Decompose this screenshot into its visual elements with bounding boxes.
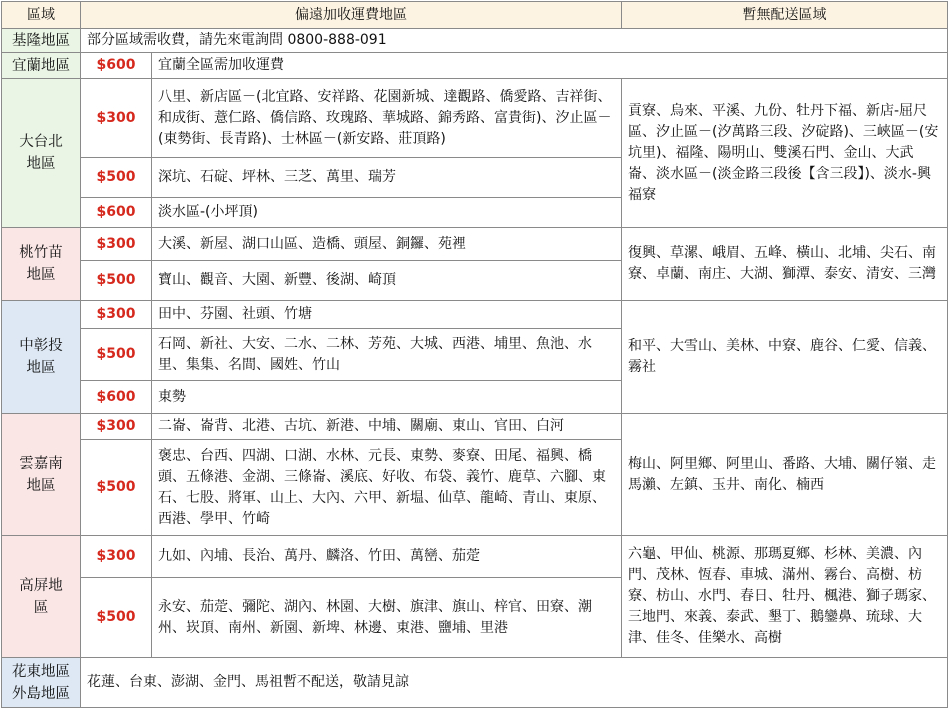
row-east: [2, 658, 948, 708]
price-kaoping-300: $300: [81, 536, 152, 578]
price-yilan: $600: [81, 53, 152, 79]
no-delivery-central: 和平、大雪山、美林、中寮、鹿谷、仁愛、信義、霧社: [622, 301, 948, 414]
areas-central-500: 石岡、新社、大安、二水、二林、芳苑、大城、西港、埔里、魚池、水里、集集、名間、國姓、竹山: [152, 329, 622, 381]
row-yilan: [2, 53, 948, 79]
keelung-note: 部分區域需收費，請先來電詢問 0800-888-091: [81, 29, 948, 53]
region-east: [2, 658, 81, 708]
region-taoyuan-label: 桃竹苗地區: [19, 245, 63, 283]
region-south: [2, 414, 81, 536]
no-delivery-kaoping: 六龜、甲仙、桃源、那瑪夏鄉、杉林、美濃、內門、茂林、恆春、車城、滿州、霧台、高樹、枋寮、枋山、水門、春日、牡丹、楓港、獅子瑪家、三地門、來義、泰武、墾丁、鵝鑾鼻、琉球、大津、佳冬、佳樂水、高樹: [622, 536, 948, 658]
region-keelung: 基隆地區: [2, 29, 81, 53]
header-no-delivery: 暫無配送區域: [622, 2, 948, 29]
header-region: 區域: [2, 2, 81, 29]
row-keelung: [2, 29, 948, 53]
header-row: [2, 2, 948, 29]
row-kaoping-300: [2, 536, 948, 578]
price-taoyuan-500: $500: [81, 261, 152, 301]
areas-taipei-600: 淡水區-(小坪頂): [152, 198, 622, 228]
areas-taipei-300: 八里、新店區－(北宜路、安祥路、花園新城、達觀路、僑愛路、吉祥街、和成街、薏仁路、僑信路、玫瑰路、華城路、錦秀路、富貴街)、汐止區－(東勢街、長青路)、士林區－(新安路、莊頂路): [152, 79, 622, 158]
row-taipei-300: [2, 79, 948, 158]
areas-taipei-500: 深坑、石碇、坪林、三芝、萬里、瑞芳: [152, 158, 622, 198]
region-central-label: 中彰投地區: [19, 338, 63, 376]
price-south-300: $300: [81, 414, 152, 440]
header-surcharge: 偏遠加收運費地區: [81, 2, 622, 29]
region-central: [2, 301, 81, 414]
region-kaoping: [2, 536, 81, 658]
price-central-300: $300: [81, 301, 152, 329]
region-taipei: [2, 79, 81, 228]
region-taipei-label: 大台北地區: [19, 134, 63, 172]
areas-taoyuan-500: 寶山、觀音、大園、新豐、後湖、崎頂: [152, 261, 622, 301]
region-yilan: 宜蘭地區: [2, 53, 81, 79]
price-taoyuan-300: $300: [81, 228, 152, 261]
areas-central-600: 東勢: [152, 381, 622, 414]
price-central-600: $600: [81, 381, 152, 414]
price-central-500: $500: [81, 329, 152, 381]
row-central-300: [2, 301, 948, 329]
region-south-label: 雲嘉南地區: [19, 455, 63, 494]
areas-kaoping-300: 九如、內埔、長治、萬丹、麟洛、竹田、萬巒、茄萣: [152, 536, 622, 578]
areas-kaoping-500: 永安、茄萣、彌陀、湖內、林園、大樹、旗津、旗山、梓官、田寮、潮州、崁頂、南州、新園、新埤、林邊、東港、鹽埔、里港: [152, 578, 622, 658]
region-kaoping-label: 高屏地區: [19, 577, 63, 616]
east-note: 花蓮、台東、澎湖、金門、馬祖暫不配送，敬請見諒: [81, 658, 948, 708]
row-south-300: [2, 414, 948, 440]
price-south-500: $500: [81, 440, 152, 536]
region-east-line2: 外島地區: [12, 685, 70, 702]
price-kaoping-500: $500: [81, 578, 152, 658]
price-taipei-300: $300: [81, 79, 152, 158]
areas-central-300: 田中、芬園、社頭、竹塘: [152, 301, 622, 329]
region-east-line1: 花東地區: [12, 663, 70, 680]
region-taoyuan: [2, 228, 81, 301]
no-delivery-taipei: 貢寮、烏來、平溪、九份、牡丹下福、新店-屈尺區、汐止區－(汐萬路三段、汐碇路)、三峽區－(安坑里)、福隆、陽明山、雙溪石門、金山、大武崙、淡水區－(淡金路三段後【含三段】)、淡水-興福寮: [622, 79, 948, 228]
areas-taoyuan-300: 大溪、新屋、湖口山區、造橋、頭屋、銅鑼、苑裡: [152, 228, 622, 261]
areas-yilan: 宜蘭全區需加收運費: [152, 53, 948, 79]
no-delivery-taoyuan: 復興、草漯、峨眉、五峰、橫山、北埔、尖石、南寮、卓蘭、南庄、大湖、獅潭、泰安、清安、三灣: [622, 228, 948, 301]
shipping-fee-table: [1, 1, 948, 708]
no-delivery-south: 梅山、阿里鄉、阿里山、番路、大埔、關仔嶺、走馬瀨、左鎮、玉井、南化、楠西: [622, 414, 948, 536]
row-taoyuan-300: [2, 228, 948, 261]
areas-south-300: 二崙、崙背、北港、古坑、新港、中埔、關廟、東山、官田、白河: [152, 414, 622, 440]
areas-south-500: 褒忠、台西、四湖、口湖、水林、元長、東勢、麥寮、田尾、福興、橋頭、五條港、金湖、三條崙、溪底、好收、布袋、義竹、鹿草、六腳、東石、七股、將軍、山上、大內、六甲、新塭、仙草、龍崎、青山、東原、西港、學甲、竹崎: [152, 440, 622, 536]
price-taipei-600: $600: [81, 198, 152, 228]
price-taipei-500: $500: [81, 158, 152, 198]
